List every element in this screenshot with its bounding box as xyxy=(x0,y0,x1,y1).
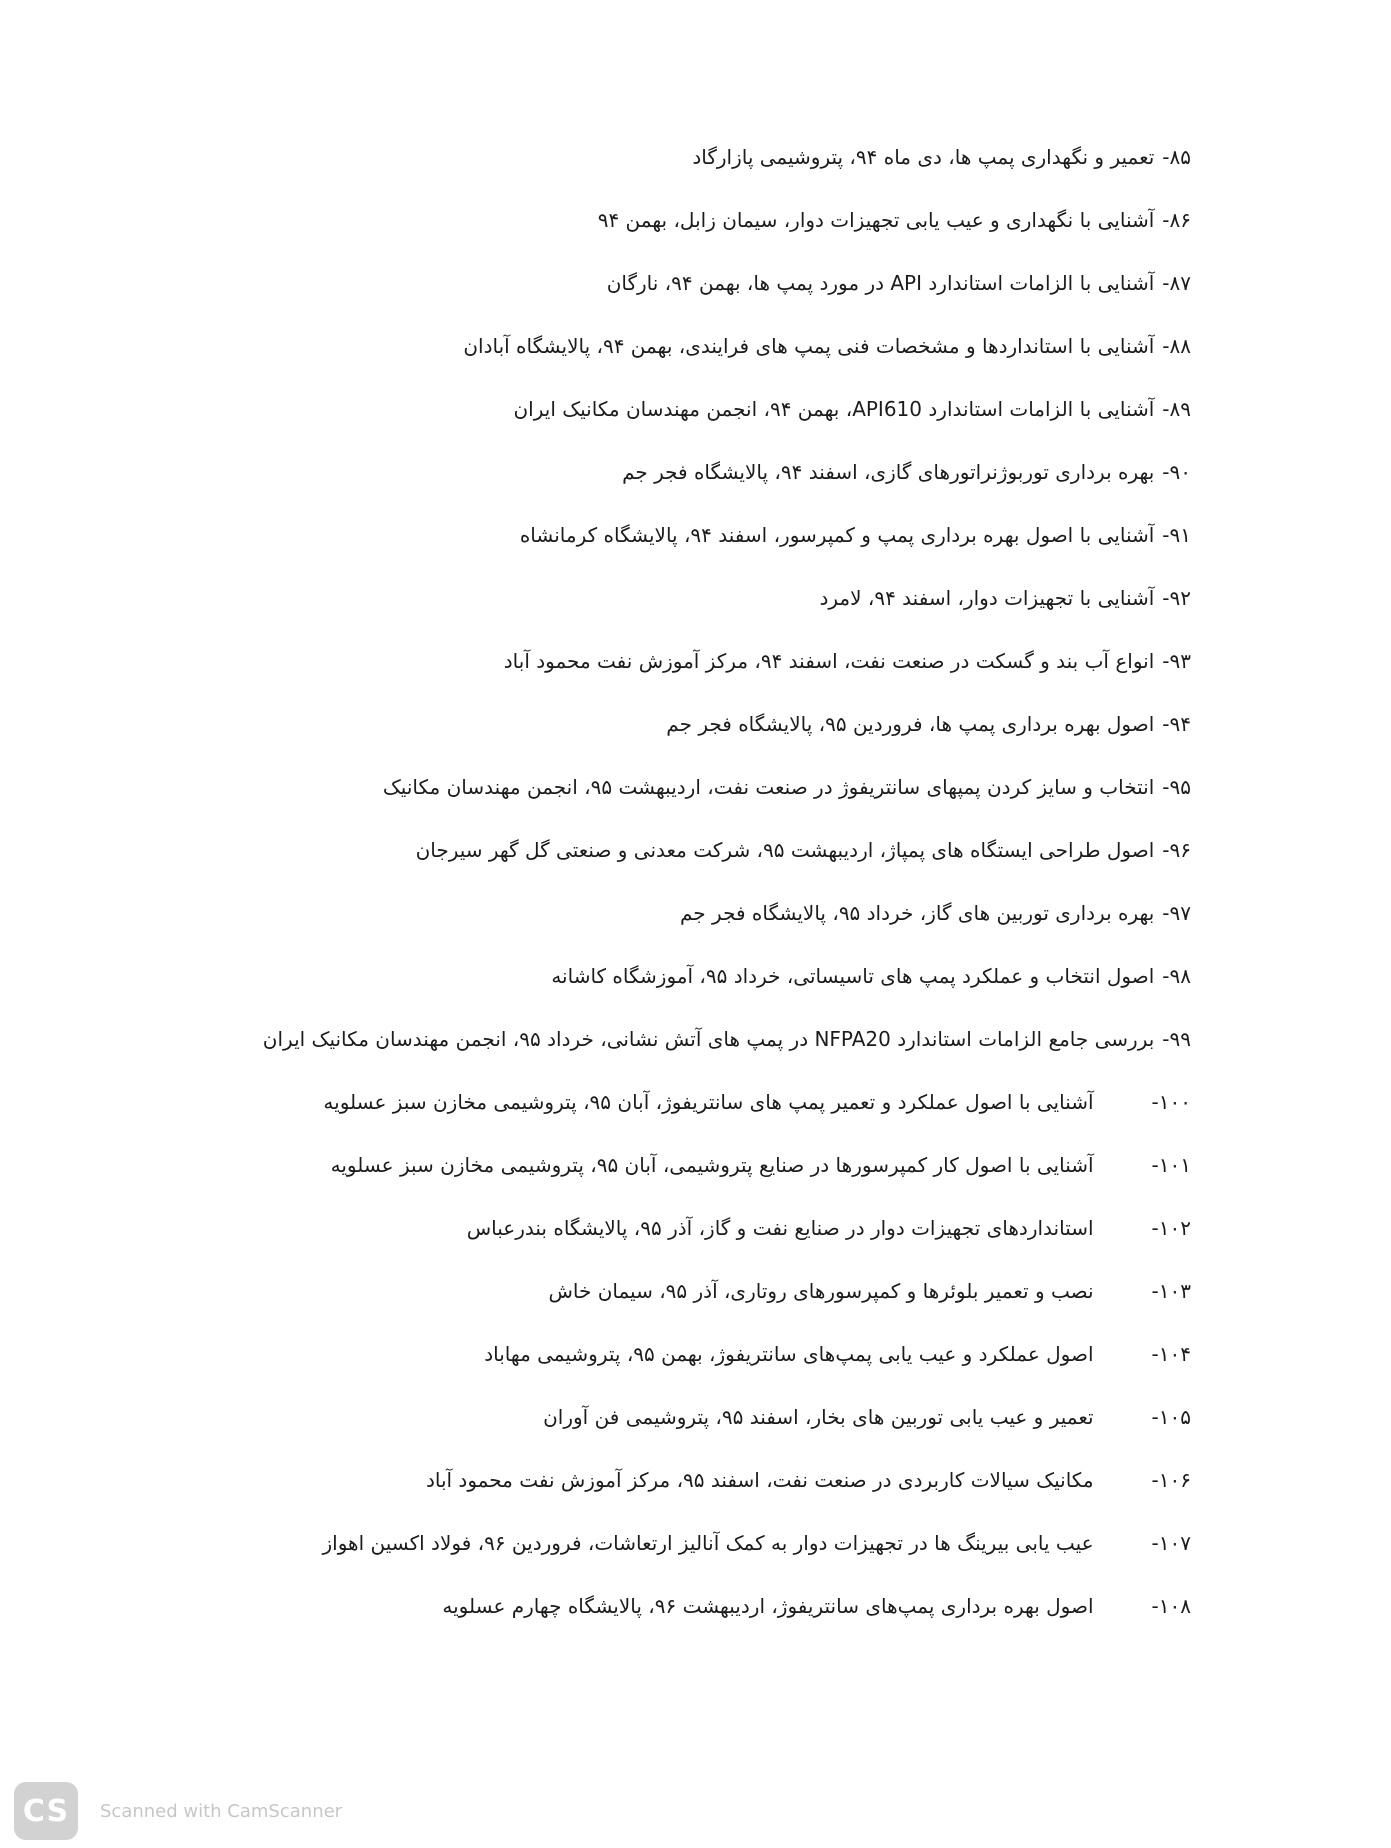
item-text: انتخاب و سایز کردن پمپهای سانتریفوژ در صنعت نفت، اردیبهشت ۹۵، انجمن مهندسان مکانیک xyxy=(382,775,1155,799)
list-item xyxy=(40,1339,1191,1369)
list-item xyxy=(40,142,1191,172)
list-item xyxy=(40,394,1191,424)
item-number: ۱۰۱- xyxy=(1151,1153,1191,1177)
item-text: تعمیر و نگهداری پمپ ها، دی ماه ۹۴، پتروشیمی پازارگاد xyxy=(692,145,1155,169)
list-item xyxy=(40,520,1191,550)
list-item xyxy=(40,1591,1191,1621)
item-number: ۱۰۴- xyxy=(1151,1342,1191,1366)
item-number: ۱۰۰- xyxy=(1151,1090,1191,1114)
item-text: مکانیک سیالات کاربردی در صنعت نفت، اسفند ۹۵، مرکز آموزش نفت محمود آباد xyxy=(425,1468,1094,1492)
list-item xyxy=(40,457,1191,487)
item-number: ۸۶- xyxy=(1162,208,1191,232)
item-number: ۱۰۷- xyxy=(1151,1531,1191,1555)
item-number: ۹۲- xyxy=(1162,586,1191,610)
course-list xyxy=(40,142,1191,1654)
item-text: اصول انتخاب و عملکرد پمپ های تاسیساتی، خرداد ۹۵، آموزشگاه کاشانه xyxy=(551,964,1155,988)
list-item xyxy=(40,583,1191,613)
item-number: ۸۸- xyxy=(1162,334,1191,358)
camscanner-caption: Scanned with CamScanner xyxy=(100,1800,343,1822)
item-number: ۱۰۸- xyxy=(1151,1594,1191,1618)
list-item xyxy=(40,1150,1191,1180)
item-number: ۹۵- xyxy=(1162,775,1191,799)
list-item xyxy=(40,1087,1191,1117)
item-number: ۱۰۶- xyxy=(1151,1468,1191,1492)
item-number: ۹۰- xyxy=(1162,460,1191,484)
list-item xyxy=(40,1213,1191,1243)
item-text: آشنایی با الزامات استاندارد API در مورد پمپ ها، بهمن ۹۴، نارگان xyxy=(606,271,1155,295)
item-text: اصول بهره برداری پمپ ها، فروردین ۹۵، پالایشگاه فجر جم xyxy=(666,712,1155,736)
item-text: آشنایی با تجهیزات دوار، اسفند ۹۴، لامرد xyxy=(819,586,1155,610)
list-item xyxy=(40,331,1191,361)
item-number: ۸۷- xyxy=(1162,271,1191,295)
list-item xyxy=(40,1528,1191,1558)
item-number: ۸۵- xyxy=(1162,145,1191,169)
list-item xyxy=(40,1465,1191,1495)
camscanner-watermark xyxy=(14,1782,342,1840)
list-item xyxy=(40,772,1191,802)
item-text: تعمیر و عیب یابی توربین های بخار، اسفند ۹۵، پتروشیمی فن آوران xyxy=(543,1405,1094,1429)
list-item xyxy=(40,961,1191,991)
item-text: اصول عملکرد و عیب یابی پمپ‌های سانتریفوژ، بهمن ۹۵، پتروشیمی مهاباد xyxy=(484,1342,1094,1366)
item-text: بهره برداری توربین های گاز، خرداد ۹۵، پالایشگاه فجر جم xyxy=(680,901,1155,925)
item-text: آشنایی با اصول بهره برداری پمپ و کمپرسور، اسفند ۹۴، پالایشگاه کرمانشاه xyxy=(519,523,1155,547)
item-text: انواع آب بند و گسکت در صنعت نفت، اسفند ۹۴، مرکز آموزش نفت محمود آباد xyxy=(503,649,1155,673)
item-text: آشنایی با نگهداری و عیب یابی تجهیزات دوار، سیمان زابل، بهمن ۹۴ xyxy=(597,208,1155,232)
item-text: اصول بهره برداری پمپ‌های سانتریفوژ، اردیبهشت ۹۶، پالایشگاه چهارم عسلویه xyxy=(442,1594,1094,1618)
list-item xyxy=(40,205,1191,235)
item-text: آشنایی با اصول کار کمپرسورها در صنایع پتروشیمی، آبان ۹۵، پتروشیمی مخازن سبز عسلویه xyxy=(330,1153,1094,1177)
item-text: اصول طراحی ایستگاه های پمپاژ، اردیبهشت ۹۵، شرکت معدنی و صنعتی گل گهر سیرجان xyxy=(415,838,1155,862)
item-number: ۹۳- xyxy=(1162,649,1191,673)
camscanner-logo-icon xyxy=(14,1782,78,1840)
list-item xyxy=(40,1402,1191,1432)
item-text: آشنایی با اصول عملکرد و تعمیر پمپ های سانتریفوژ، آبان ۹۵، پتروشیمی مخازن سبز عسلویه xyxy=(323,1090,1094,1114)
list-item xyxy=(40,1024,1191,1054)
item-number: ۹۶- xyxy=(1162,838,1191,862)
item-number: ۹۸- xyxy=(1162,964,1191,988)
item-number: ۹۱- xyxy=(1162,523,1191,547)
item-text: استانداردهای تجهیزات دوار در صنایع نفت و گاز، آذر ۹۵، پالایشگاه بندرعباس xyxy=(466,1216,1094,1240)
item-text: عیب یابی بیرینگ ها در تجهیزات دوار به کمک آنالیز ارتعاشات، فروردین ۹۶، فولاد اکسین اهواز xyxy=(322,1531,1094,1555)
list-item xyxy=(40,1276,1191,1306)
list-item xyxy=(40,898,1191,928)
item-text: بهره برداری توربوژنراتورهای گازی، اسفند ۹۴، پالایشگاه فجر جم xyxy=(622,460,1155,484)
item-number: ۱۰۳- xyxy=(1151,1279,1191,1303)
item-number: ۸۹- xyxy=(1162,397,1191,421)
item-number: ۹۹- xyxy=(1162,1027,1191,1051)
list-item xyxy=(40,268,1191,298)
camscanner-logo-text: CS xyxy=(22,1793,70,1829)
item-text: آشنایی با الزامات استاندارد API610، بهمن ۹۴، انجمن مهندسان مکانیک ایران xyxy=(513,397,1155,421)
item-text: بررسی جامع الزامات استاندارد NFPA20 در پمپ های آتش نشانی، خرداد ۹۵، انجمن مهندسان مکانیک ایران xyxy=(262,1027,1155,1051)
item-text: آشنایی با استانداردها و مشخصات فنی پمپ های فرایندی، بهمن ۹۴، پالایشگاه آبادان xyxy=(463,334,1155,358)
item-text: نصب و تعمیر بلوئرها و کمپرسورهای روتاری، آذر ۹۵، سیمان خاش xyxy=(548,1279,1094,1303)
item-number: ۹۴- xyxy=(1162,712,1191,736)
list-item xyxy=(40,709,1191,739)
list-item xyxy=(40,646,1191,676)
item-number: ۱۰۵- xyxy=(1151,1405,1191,1429)
list-item xyxy=(40,835,1191,865)
item-number: ۹۷- xyxy=(1162,901,1191,925)
item-number: ۱۰۲- xyxy=(1151,1216,1191,1240)
